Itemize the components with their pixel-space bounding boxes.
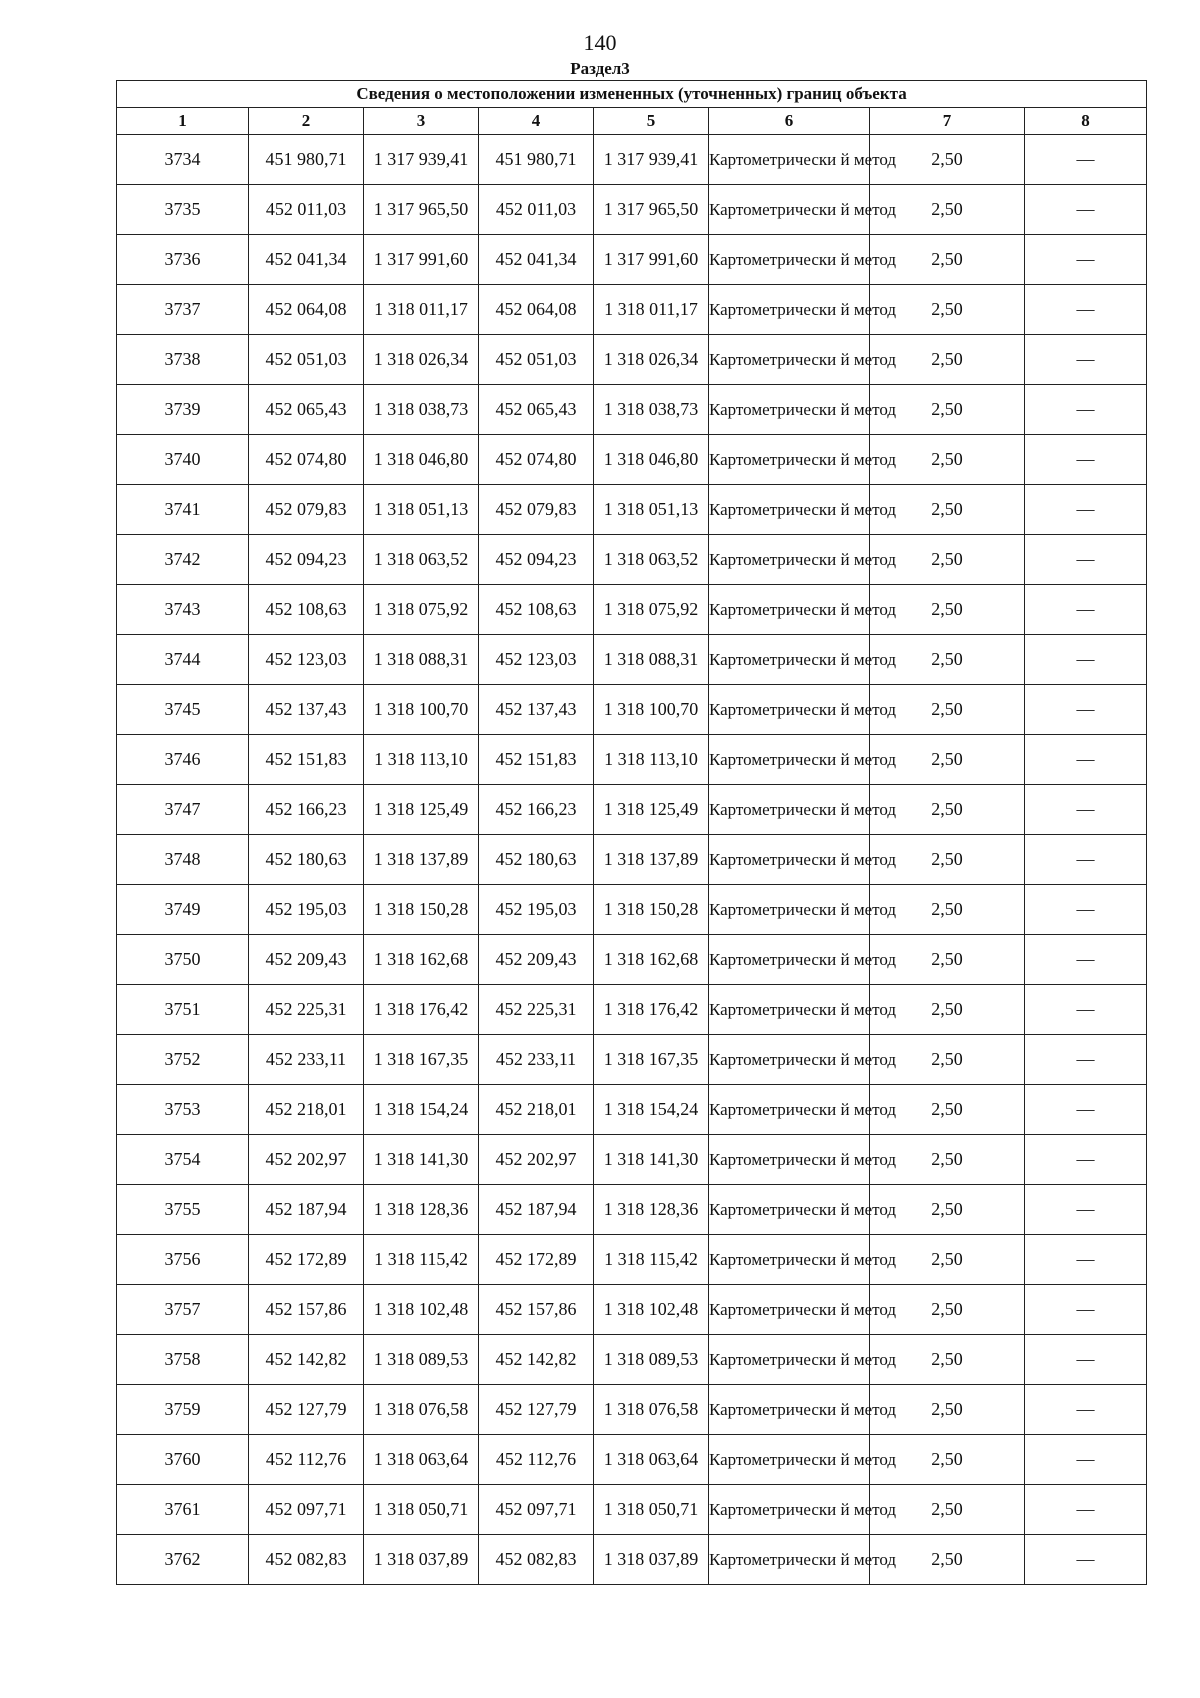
old-x-cell: 452 082,83 — [249, 1535, 364, 1585]
description-cell: — — [1025, 785, 1147, 835]
old-y-cell: 1 318 113,10 — [364, 735, 479, 785]
point-number-cell: 3736 — [117, 235, 249, 285]
method-cell: Картометрически й метод — [709, 835, 870, 885]
method-cell: Картометрически й метод — [709, 1335, 870, 1385]
old-y-cell: 1 317 965,50 — [364, 185, 479, 235]
column-number: 4 — [479, 108, 594, 135]
method-cell: Картометрически й метод — [709, 335, 870, 385]
point-number-cell: 3753 — [117, 1085, 249, 1135]
method-cell: Картометрически й метод — [709, 1435, 870, 1485]
old-x-cell: 452 011,03 — [249, 185, 364, 235]
old-x-cell: 452 218,01 — [249, 1085, 364, 1135]
old-y-cell: 1 318 176,42 — [364, 985, 479, 1035]
new-y-cell: 1 318 128,36 — [594, 1185, 709, 1235]
new-x-cell: 452 127,79 — [479, 1385, 594, 1435]
point-number-cell: 3747 — [117, 785, 249, 835]
old-x-cell: 452 112,76 — [249, 1435, 364, 1485]
method-cell: Картометрически й метод — [709, 1235, 870, 1285]
new-y-cell: 1 318 115,42 — [594, 1235, 709, 1285]
new-x-cell: 452 041,34 — [479, 235, 594, 285]
new-y-cell: 1 317 939,41 — [594, 135, 709, 185]
old-y-cell: 1 318 167,35 — [364, 1035, 479, 1085]
new-y-cell: 1 318 063,64 — [594, 1435, 709, 1485]
old-x-cell: 452 137,43 — [249, 685, 364, 735]
table-row — [117, 435, 1147, 485]
old-y-cell: 1 318 063,64 — [364, 1435, 479, 1485]
accuracy-cell: 2,50 — [870, 1385, 1025, 1435]
accuracy-cell: 2,50 — [870, 1485, 1025, 1535]
new-x-cell: 452 082,83 — [479, 1535, 594, 1585]
new-y-cell: 1 318 141,30 — [594, 1135, 709, 1185]
method-cell: Картометрически й метод — [709, 485, 870, 535]
accuracy-cell: 2,50 — [870, 535, 1025, 585]
new-y-cell: 1 318 051,13 — [594, 485, 709, 535]
table-body — [117, 135, 1147, 1585]
method-cell: Картометрически й метод — [709, 435, 870, 485]
point-number-cell: 3748 — [117, 835, 249, 885]
description-cell: — — [1025, 1085, 1147, 1135]
accuracy-cell: 2,50 — [870, 1335, 1025, 1385]
method-cell: Картометрически й метод — [709, 285, 870, 335]
old-y-cell: 1 318 100,70 — [364, 685, 479, 735]
method-cell: Картометрически й метод — [709, 885, 870, 935]
new-x-cell: 452 065,43 — [479, 385, 594, 435]
old-y-cell: 1 318 125,49 — [364, 785, 479, 835]
new-x-cell: 452 074,80 — [479, 435, 594, 485]
table-row — [117, 1235, 1147, 1285]
old-y-cell: 1 318 137,89 — [364, 835, 479, 885]
point-number-cell: 3742 — [117, 535, 249, 585]
new-y-cell: 1 318 075,92 — [594, 585, 709, 635]
old-y-cell: 1 318 075,92 — [364, 585, 479, 635]
accuracy-cell: 2,50 — [870, 385, 1025, 435]
new-x-cell: 452 137,43 — [479, 685, 594, 735]
method-cell: Картометрически й метод — [709, 985, 870, 1035]
column-number: 8 — [1025, 108, 1147, 135]
method-cell: Картометрически й метод — [709, 1185, 870, 1235]
description-cell: — — [1025, 1135, 1147, 1185]
method-cell: Картометрически й метод — [709, 635, 870, 685]
table-row — [117, 735, 1147, 785]
old-x-cell: 452 225,31 — [249, 985, 364, 1035]
accuracy-cell: 2,50 — [870, 635, 1025, 685]
method-cell: Картометрически й метод — [709, 1385, 870, 1435]
old-x-cell: 452 172,89 — [249, 1235, 364, 1285]
point-number-cell: 3740 — [117, 435, 249, 485]
table-row — [117, 585, 1147, 635]
new-x-cell: 452 157,86 — [479, 1285, 594, 1335]
table-row — [117, 985, 1147, 1035]
new-y-cell: 1 318 076,58 — [594, 1385, 709, 1435]
new-x-cell: 452 202,97 — [479, 1135, 594, 1185]
page-number: 140 — [583, 30, 617, 55]
accuracy-cell: 2,50 — [870, 985, 1025, 1035]
old-y-cell: 1 318 046,80 — [364, 435, 479, 485]
table-row — [117, 835, 1147, 885]
point-number-cell: 3758 — [117, 1335, 249, 1385]
column-number: 2 — [249, 108, 364, 135]
point-number-cell: 3759 — [117, 1385, 249, 1435]
point-number-cell: 3761 — [117, 1485, 249, 1535]
method-cell: Картометрически й метод — [709, 1085, 870, 1135]
new-y-cell: 1 318 063,52 — [594, 535, 709, 585]
new-y-cell: 1 318 089,53 — [594, 1335, 709, 1385]
old-y-cell: 1 318 102,48 — [364, 1285, 479, 1335]
column-number: 5 — [594, 108, 709, 135]
column-number: 1 — [117, 108, 249, 135]
old-x-cell: 452 166,23 — [249, 785, 364, 835]
old-x-cell: 452 094,23 — [249, 535, 364, 585]
old-x-cell: 452 108,63 — [249, 585, 364, 635]
method-cell: Картометрически й метод — [709, 735, 870, 785]
accuracy-cell: 2,50 — [870, 735, 1025, 785]
old-x-cell: 452 079,83 — [249, 485, 364, 535]
table-row — [117, 885, 1147, 935]
description-cell: — — [1025, 1235, 1147, 1285]
old-y-cell: 1 318 089,53 — [364, 1335, 479, 1385]
old-x-cell: 452 123,03 — [249, 635, 364, 685]
new-x-cell: 452 108,63 — [479, 585, 594, 635]
accuracy-cell: 2,50 — [870, 485, 1025, 535]
point-number-cell: 3755 — [117, 1185, 249, 1235]
old-x-cell: 452 157,86 — [249, 1285, 364, 1335]
old-y-cell: 1 317 991,60 — [364, 235, 479, 285]
description-cell: — — [1025, 935, 1147, 985]
new-x-cell: 452 180,63 — [479, 835, 594, 885]
old-y-cell: 1 318 026,34 — [364, 335, 479, 385]
table-row — [117, 1135, 1147, 1185]
accuracy-cell: 2,50 — [870, 785, 1025, 835]
description-cell: — — [1025, 435, 1147, 485]
method-cell: Картометрически й метод — [709, 685, 870, 735]
table-row — [117, 385, 1147, 435]
method-cell: Картометрически й метод — [709, 1035, 870, 1085]
new-y-cell: 1 318 167,35 — [594, 1035, 709, 1085]
table-row — [117, 1535, 1147, 1585]
description-cell: — — [1025, 185, 1147, 235]
method-cell: Картометрически й метод — [709, 135, 870, 185]
table-row — [117, 1485, 1147, 1535]
point-number-cell: 3762 — [117, 1535, 249, 1585]
accuracy-cell: 2,50 — [870, 1135, 1025, 1185]
accuracy-cell: 2,50 — [870, 835, 1025, 885]
description-cell: — — [1025, 535, 1147, 585]
table-row — [117, 485, 1147, 535]
old-x-cell: 452 041,34 — [249, 235, 364, 285]
old-x-cell: 452 187,94 — [249, 1185, 364, 1235]
table-row — [117, 235, 1147, 285]
new-x-cell: 452 051,03 — [479, 335, 594, 385]
old-y-cell: 1 317 939,41 — [364, 135, 479, 185]
old-x-cell: 452 127,79 — [249, 1385, 364, 1435]
table-row — [117, 1035, 1147, 1085]
new-y-cell: 1 318 088,31 — [594, 635, 709, 685]
old-x-cell: 452 151,83 — [249, 735, 364, 785]
table-row — [117, 1285, 1147, 1335]
column-number-row — [117, 108, 1147, 135]
table-row — [117, 635, 1147, 685]
old-y-cell: 1 318 154,24 — [364, 1085, 479, 1135]
method-cell: Картометрически й метод — [709, 385, 870, 435]
new-y-cell: 1 318 038,73 — [594, 385, 709, 435]
point-number-cell: 3750 — [117, 935, 249, 985]
old-x-cell: 452 202,97 — [249, 1135, 364, 1185]
old-x-cell: 452 142,82 — [249, 1335, 364, 1385]
old-x-cell: 452 195,03 — [249, 885, 364, 935]
point-number-cell: 3756 — [117, 1235, 249, 1285]
point-number-cell: 3752 — [117, 1035, 249, 1085]
description-cell: — — [1025, 985, 1147, 1035]
new-y-cell: 1 318 102,48 — [594, 1285, 709, 1335]
new-x-cell: 452 011,03 — [479, 185, 594, 235]
old-y-cell: 1 318 150,28 — [364, 885, 479, 935]
new-x-cell: 452 064,08 — [479, 285, 594, 335]
new-y-cell: 1 318 037,89 — [594, 1535, 709, 1585]
old-x-cell: 452 074,80 — [249, 435, 364, 485]
new-x-cell: 452 097,71 — [479, 1485, 594, 1535]
description-cell: — — [1025, 685, 1147, 735]
method-cell: Картометрически й метод — [709, 235, 870, 285]
accuracy-cell: 2,50 — [870, 1185, 1025, 1235]
accuracy-cell: 2,50 — [870, 1235, 1025, 1285]
accuracy-cell: 2,50 — [870, 1085, 1025, 1135]
accuracy-cell: 2,50 — [870, 685, 1025, 735]
new-x-cell: 452 166,23 — [479, 785, 594, 835]
description-cell: — — [1025, 1485, 1147, 1535]
old-y-cell: 1 318 038,73 — [364, 385, 479, 435]
point-number-cell: 3739 — [117, 385, 249, 435]
old-y-cell: 1 318 037,89 — [364, 1535, 479, 1585]
accuracy-cell: 2,50 — [870, 1285, 1025, 1335]
table-row — [117, 1335, 1147, 1385]
description-cell: — — [1025, 235, 1147, 285]
old-y-cell: 1 318 050,71 — [364, 1485, 479, 1535]
point-number-cell: 3744 — [117, 635, 249, 685]
new-x-cell: 452 233,11 — [479, 1035, 594, 1085]
point-number-cell: 3743 — [117, 585, 249, 635]
description-cell: — — [1025, 1185, 1147, 1235]
description-cell: — — [1025, 285, 1147, 335]
new-y-cell: 1 317 965,50 — [594, 185, 709, 235]
new-y-cell: 1 317 991,60 — [594, 235, 709, 285]
old-y-cell: 1 318 128,36 — [364, 1185, 479, 1235]
old-x-cell: 452 233,11 — [249, 1035, 364, 1085]
new-y-cell: 1 318 011,17 — [594, 285, 709, 335]
description-cell: — — [1025, 1335, 1147, 1385]
boundary-coordinates-table — [116, 80, 1147, 1585]
point-number-cell: 3760 — [117, 1435, 249, 1485]
new-y-cell: 1 318 125,49 — [594, 785, 709, 835]
point-number-cell: 3754 — [117, 1135, 249, 1185]
old-x-cell: 452 051,03 — [249, 335, 364, 385]
new-x-cell: 452 094,23 — [479, 535, 594, 585]
old-y-cell: 1 318 088,31 — [364, 635, 479, 685]
method-cell: Картометрически й метод — [709, 1285, 870, 1335]
new-y-cell: 1 318 026,34 — [594, 335, 709, 385]
description-cell: — — [1025, 485, 1147, 535]
point-number-cell: 3746 — [117, 735, 249, 785]
description-cell: — — [1025, 835, 1147, 885]
new-x-cell: 452 218,01 — [479, 1085, 594, 1135]
method-cell: Картометрически й метод — [709, 535, 870, 585]
description-cell: — — [1025, 1535, 1147, 1585]
accuracy-cell: 2,50 — [870, 235, 1025, 285]
method-cell: Картометрически й метод — [709, 1535, 870, 1585]
description-cell: — — [1025, 1435, 1147, 1485]
old-x-cell: 452 209,43 — [249, 935, 364, 985]
accuracy-cell: 2,50 — [870, 435, 1025, 485]
accuracy-cell: 2,50 — [870, 185, 1025, 235]
description-cell: — — [1025, 1285, 1147, 1335]
table-row — [117, 335, 1147, 385]
table-row — [117, 1385, 1147, 1435]
old-y-cell: 1 318 011,17 — [364, 285, 479, 335]
old-y-cell: 1 318 051,13 — [364, 485, 479, 535]
table-caption: Сведения о местоположении измененных (уточненных) границ объекта — [117, 81, 1147, 108]
table-row — [117, 535, 1147, 585]
point-number-cell: 3751 — [117, 985, 249, 1035]
accuracy-cell: 2,50 — [870, 885, 1025, 935]
accuracy-cell: 2,50 — [870, 585, 1025, 635]
table-caption-row — [117, 81, 1147, 108]
method-cell: Картометрически й метод — [709, 1135, 870, 1185]
accuracy-cell: 2,50 — [870, 1535, 1025, 1585]
old-y-cell: 1 318 162,68 — [364, 935, 479, 985]
description-cell: — — [1025, 585, 1147, 635]
description-cell: — — [1025, 1035, 1147, 1085]
old-x-cell: 452 180,63 — [249, 835, 364, 885]
old-y-cell: 1 318 141,30 — [364, 1135, 479, 1185]
new-x-cell: 452 172,89 — [479, 1235, 594, 1285]
new-x-cell: 452 079,83 — [479, 485, 594, 535]
new-y-cell: 1 318 100,70 — [594, 685, 709, 735]
old-x-cell: 451 980,71 — [249, 135, 364, 185]
method-cell: Картометрически й метод — [709, 585, 870, 635]
point-number-cell: 3749 — [117, 885, 249, 935]
new-y-cell: 1 318 150,28 — [594, 885, 709, 935]
point-number-cell: 3735 — [117, 185, 249, 235]
column-number: 7 — [870, 108, 1025, 135]
new-x-cell: 452 112,76 — [479, 1435, 594, 1485]
new-x-cell: 452 123,03 — [479, 635, 594, 685]
new-x-cell: 452 187,94 — [479, 1185, 594, 1235]
table-row — [117, 285, 1147, 335]
method-cell: Картометрически й метод — [709, 1485, 870, 1535]
table-row — [117, 1435, 1147, 1485]
old-x-cell: 452 064,08 — [249, 285, 364, 335]
table-row — [117, 185, 1147, 235]
new-y-cell: 1 318 154,24 — [594, 1085, 709, 1135]
point-number-cell: 3734 — [117, 135, 249, 185]
accuracy-cell: 2,50 — [870, 135, 1025, 185]
column-number: 3 — [364, 108, 479, 135]
table-row — [117, 685, 1147, 735]
description-cell: — — [1025, 335, 1147, 385]
description-cell: — — [1025, 735, 1147, 785]
description-cell: — — [1025, 635, 1147, 685]
description-cell: — — [1025, 885, 1147, 935]
description-cell: — — [1025, 135, 1147, 185]
new-x-cell: 452 195,03 — [479, 885, 594, 935]
new-y-cell: 1 318 176,42 — [594, 985, 709, 1035]
old-y-cell: 1 318 115,42 — [364, 1235, 479, 1285]
accuracy-cell: 2,50 — [870, 935, 1025, 985]
new-x-cell: 451 980,71 — [479, 135, 594, 185]
method-cell: Картометрически й метод — [709, 785, 870, 835]
table-row — [117, 935, 1147, 985]
old-y-cell: 1 318 063,52 — [364, 535, 479, 585]
new-y-cell: 1 318 113,10 — [594, 735, 709, 785]
method-cell: Картометрически й метод — [709, 935, 870, 985]
new-y-cell: 1 318 046,80 — [594, 435, 709, 485]
accuracy-cell: 2,50 — [870, 285, 1025, 335]
column-number: 6 — [709, 108, 870, 135]
table-row — [117, 135, 1147, 185]
description-cell: — — [1025, 1385, 1147, 1435]
accuracy-cell: 2,50 — [870, 1035, 1025, 1085]
old-x-cell: 452 097,71 — [249, 1485, 364, 1535]
section-title: Раздел3 — [570, 59, 630, 78]
new-y-cell: 1 318 162,68 — [594, 935, 709, 985]
old-x-cell: 452 065,43 — [249, 385, 364, 435]
method-cell: Картометрически й метод — [709, 185, 870, 235]
point-number-cell: 3741 — [117, 485, 249, 535]
new-x-cell: 452 142,82 — [479, 1335, 594, 1385]
table-row — [117, 1185, 1147, 1235]
point-number-cell: 3745 — [117, 685, 249, 735]
new-x-cell: 452 151,83 — [479, 735, 594, 785]
new-x-cell: 452 209,43 — [479, 935, 594, 985]
accuracy-cell: 2,50 — [870, 335, 1025, 385]
new-y-cell: 1 318 050,71 — [594, 1485, 709, 1535]
description-cell: — — [1025, 385, 1147, 435]
new-y-cell: 1 318 137,89 — [594, 835, 709, 885]
new-x-cell: 452 225,31 — [479, 985, 594, 1035]
accuracy-cell: 2,50 — [870, 1435, 1025, 1485]
point-number-cell: 3738 — [117, 335, 249, 385]
point-number-cell: 3757 — [117, 1285, 249, 1335]
table-row — [117, 785, 1147, 835]
old-y-cell: 1 318 076,58 — [364, 1385, 479, 1435]
point-number-cell: 3737 — [117, 285, 249, 335]
table-row — [117, 1085, 1147, 1135]
